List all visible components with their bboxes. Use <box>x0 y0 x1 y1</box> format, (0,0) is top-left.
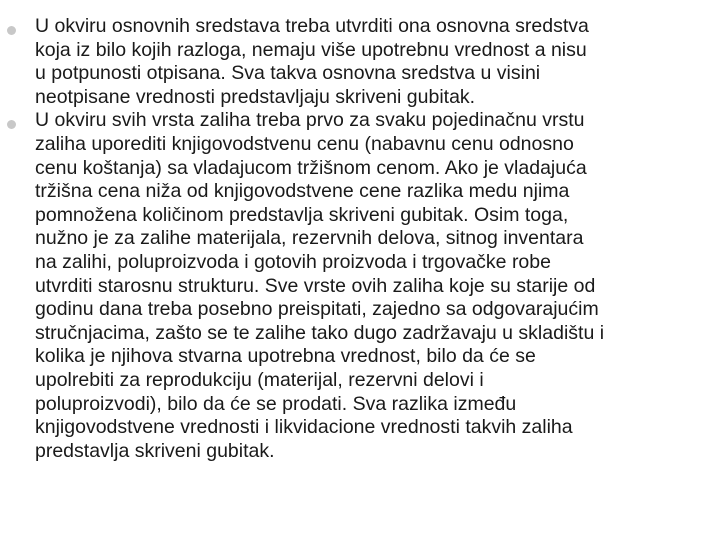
text-line: poluproizvodi), bilo da će se prodati. Sva razlika između <box>35 392 517 415</box>
text-line: predstavlja skriveni gubitak. <box>35 439 275 462</box>
text-line: zaliha uporediti knjigovodstvenu cenu (nabavnu cenu odnosno <box>35 132 574 155</box>
text-line: u potpunosti otpisana. Sva takva osnovna sredstva u visini <box>35 62 541 85</box>
text-line: upolrebiti za reprodukciju (materijal, rezervni delovi i <box>35 368 484 391</box>
bullet-dot-icon <box>7 26 16 35</box>
text-line: cenu koštanja) sa vladajucom tržišnom cenom. Ako je vladajuća <box>35 156 587 179</box>
text-line: utvrditi starosnu strukturu. Sve vrste ovih zaliha koje su starije od <box>35 274 596 297</box>
text-line: neotpisane vrednosti predstavljaju skriveni gubitak. <box>35 85 476 108</box>
text-line: U okviru osnovnih sredstava treba utvrditi ona osnovna sredstva <box>35 15 589 37</box>
bullet-item-fixed-assets <box>0 15 720 109</box>
text-line: nužno je za zalihe materijala, rezervnih delova, sitnog inventara <box>35 227 584 250</box>
text-line: kolika je njihova stvarna upotrebna vrednost, bilo da će se <box>35 345 536 368</box>
text-line: U okviru svih vrsta zaliha treba prvo za svaku pojedinačnu vrstu <box>35 109 585 132</box>
bullet-list <box>0 15 720 463</box>
text-line: stručnjacima, zašto se te zalihe tako dugo zadržavaju u skladištu i <box>35 321 605 344</box>
bullet-item-inventories <box>0 109 720 463</box>
bullet-dot-icon <box>7 120 16 129</box>
text-line: tržišna cena niža od knjigovodstvene cene razlika medu njima <box>35 180 570 203</box>
text-line: koja iz bilo kojih razloga, nemaju više upotrebnu vrednost a nisu <box>35 38 587 61</box>
text-line: knjigovodstvene vrednosti i likvidacione vrednosti takvih zaliha <box>35 416 573 439</box>
text-line: na zalihi, poluproizvoda i gotovih proizvoda i trgovačke robe <box>35 250 551 273</box>
text-line: godinu dana treba posebno preispitati, zajedno sa odgovarajućim <box>35 298 599 321</box>
text-line: pomnožena količinom predstavlja skriveni gubitak. Osim toga, <box>35 203 569 226</box>
